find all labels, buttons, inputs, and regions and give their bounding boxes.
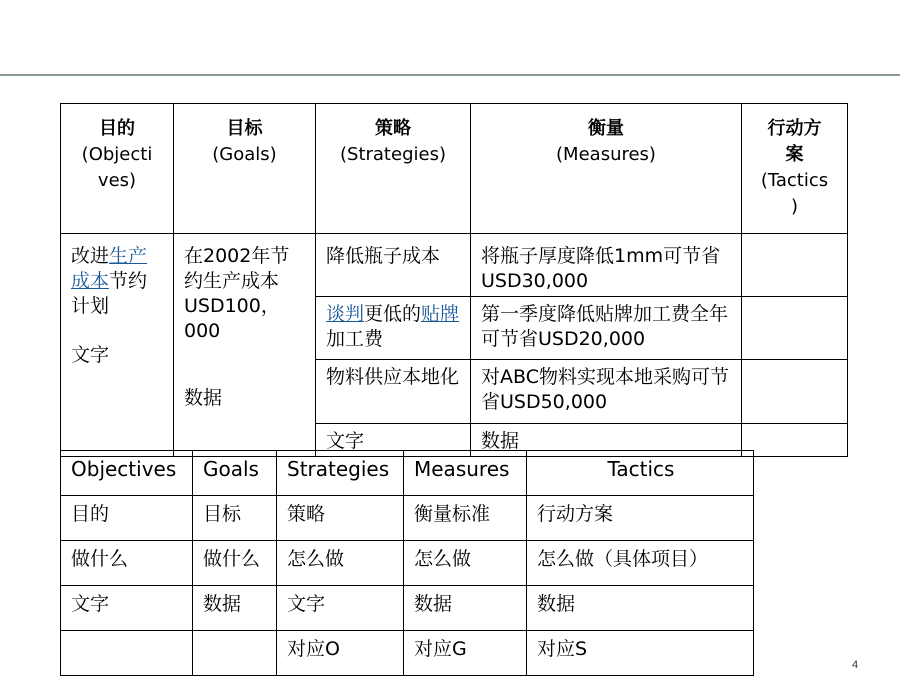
table-cell: 怎么做 bbox=[277, 541, 404, 586]
measure-cell: 数据 bbox=[471, 424, 742, 457]
table-row bbox=[61, 541, 754, 586]
table-cell: 怎么做（具体项目） bbox=[527, 541, 754, 586]
goal-note: 数据 bbox=[184, 387, 223, 409]
header-row bbox=[61, 104, 848, 234]
table-row bbox=[61, 496, 754, 541]
tactic-cell bbox=[742, 297, 848, 360]
table-cell: 目的 bbox=[61, 496, 193, 541]
tactic-cell bbox=[742, 234, 848, 297]
goal-cell: 在2002年节约生产成本USD100，000 数据 bbox=[174, 234, 316, 457]
top-divider bbox=[0, 74, 900, 76]
header-row bbox=[61, 451, 754, 496]
table-cell: 衡量标准 bbox=[404, 496, 527, 541]
table-cell: 对应S bbox=[527, 631, 754, 676]
page-number: 4 bbox=[852, 659, 859, 671]
tactic-cell bbox=[742, 424, 848, 457]
tactic-cell bbox=[742, 360, 848, 424]
table-cell: 文字 bbox=[61, 586, 193, 631]
production-cost-link[interactable]: 生产成本 bbox=[71, 245, 148, 292]
header-measures: 衡量 (Measures) bbox=[471, 104, 742, 234]
table-cell: 策略 bbox=[277, 496, 404, 541]
header-strategies: Strategies bbox=[277, 451, 404, 496]
table-cell: 对应O bbox=[277, 631, 404, 676]
table-cell: 数据 bbox=[193, 586, 277, 631]
table-cell: 做什么 bbox=[193, 541, 277, 586]
header-measures: Measures bbox=[404, 451, 527, 496]
strategy-cell: 谈判更低的贴牌加工费 bbox=[316, 297, 471, 360]
table-row bbox=[61, 631, 754, 676]
measure-cell: 对ABC物料实现本地采购可节省USD50,000 bbox=[471, 360, 742, 424]
table-cell: 数据 bbox=[527, 586, 754, 631]
objective-cell: 改进生产成本节约计划 文字 bbox=[61, 234, 174, 457]
header-objectives: Objectives bbox=[61, 451, 193, 496]
strategy-cell: 物料供应本地化 bbox=[316, 360, 471, 424]
table-cell bbox=[193, 631, 277, 676]
objective-note: 文字 bbox=[71, 344, 110, 366]
measure-cell: 将瓶子厚度降低1mm可节省USD30,000 bbox=[471, 234, 742, 297]
table-cell: 文字 bbox=[277, 586, 404, 631]
table-cell: 怎么做 bbox=[404, 541, 527, 586]
okr-example-table bbox=[60, 103, 848, 457]
table-row bbox=[61, 586, 754, 631]
table-cell: 目标 bbox=[193, 496, 277, 541]
oem-link[interactable]: 贴牌 bbox=[421, 303, 460, 325]
negotiate-link[interactable]: 谈判 bbox=[326, 303, 365, 325]
header-goals: Goals bbox=[193, 451, 277, 496]
table-cell: 数据 bbox=[404, 586, 527, 631]
strategy-cell: 降低瓶子成本 bbox=[316, 234, 471, 297]
table-cell bbox=[61, 631, 193, 676]
table-cell: 行动方案 bbox=[527, 496, 754, 541]
table-cell: 对应G bbox=[404, 631, 527, 676]
header-strategies: 策略 (Strategies) bbox=[316, 104, 471, 234]
ogsmt-mapping-table bbox=[60, 450, 754, 676]
header-tactics: 行动方 案 (Tactics ) bbox=[742, 104, 848, 234]
strategy-cell: 文字 bbox=[316, 424, 471, 457]
table-row bbox=[61, 234, 848, 297]
header-tactics: Tactics bbox=[527, 451, 754, 496]
header-objectives: 目的 (Objecti ves) bbox=[61, 104, 174, 234]
table-cell: 做什么 bbox=[61, 541, 193, 586]
header-goals: 目标 (Goals) bbox=[174, 104, 316, 234]
measure-cell: 第一季度降低贴牌加工费全年可节省USD20,000 bbox=[471, 297, 742, 360]
